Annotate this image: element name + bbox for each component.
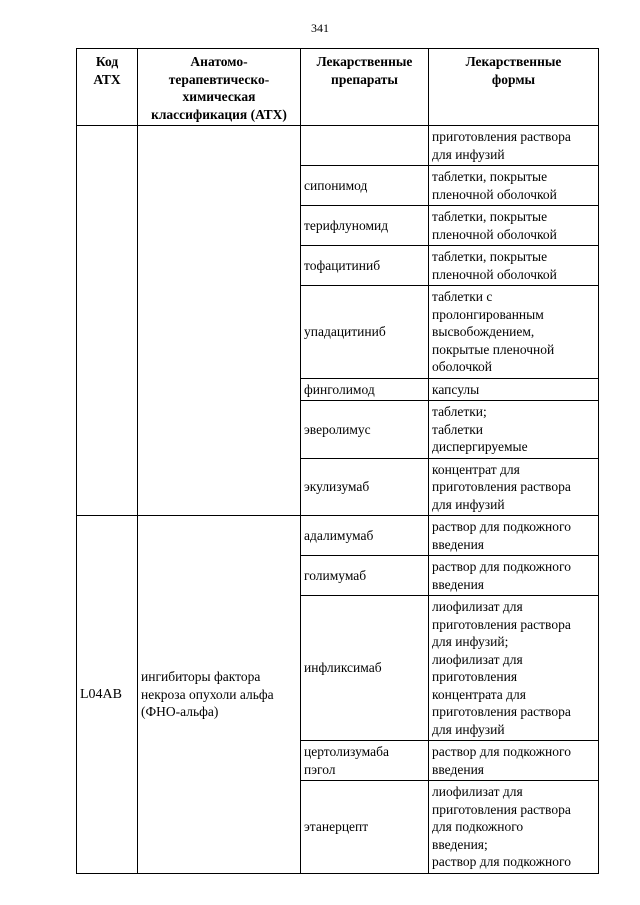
form-cell: приготовления раствора для инфузий — [429, 126, 599, 166]
classification-cell: ингибиторы фактора некроза опухоли альфа (ФНО-альфа) — [138, 516, 301, 874]
form-cell: концентрат для приготовления раствора для инфузий — [429, 458, 599, 516]
header-drugs: Лекарственные препараты — [301, 49, 429, 126]
header-forms: Лекарственные формы — [429, 49, 599, 126]
header-classification: Анатомо- терапевтическо- химическая классификация (АТХ) — [138, 49, 301, 126]
drug-cell: тофацитиниб — [301, 246, 429, 286]
atc-code-cell: L04AB — [77, 516, 138, 874]
form-cell: раствор для подкожного введения — [429, 741, 599, 781]
form-cell: таблетки, покрытые пленочной оболочкой — [429, 206, 599, 246]
header-row — [77, 49, 599, 126]
drug-cell — [301, 126, 429, 166]
drug-cell: финголимод — [301, 378, 429, 401]
form-cell: таблетки, покрытые пленочной оболочкой — [429, 246, 599, 286]
form-cell: раствор для подкожного введения — [429, 516, 599, 556]
drug-cell: инфликсимаб — [301, 596, 429, 741]
drug-cell: адалимумаб — [301, 516, 429, 556]
drug-cell: терифлуномид — [301, 206, 429, 246]
drug-cell: эверолимус — [301, 401, 429, 459]
form-cell: таблетки, покрытые пленочной оболочкой — [429, 166, 599, 206]
drug-cell: упадацитиниб — [301, 286, 429, 379]
header-code: Код АТХ — [77, 49, 138, 126]
form-cell: лиофилизат для приготовления раствора для подкожного введения; раствор для подкожного — [429, 781, 599, 874]
form-cell: раствор для подкожного введения — [429, 556, 599, 596]
drug-cell: цертолизумаба пэгол — [301, 741, 429, 781]
classification-cell-empty — [138, 126, 301, 516]
form-cell: таблетки с пролонгированным высвобождением, покрытые пленочной оболочкой — [429, 286, 599, 379]
drug-cell: голимумаб — [301, 556, 429, 596]
code-cell-empty — [77, 126, 138, 516]
drug-table — [76, 48, 599, 874]
form-cell: лиофилизат для приготовления раствора для инфузий; лиофилизат для приготовления концентрата для приготовления раствора для инфузий — [429, 596, 599, 741]
table-row — [77, 126, 599, 166]
form-cell: таблетки; таблетки диспергируемые — [429, 401, 599, 459]
drug-cell: этанерцепт — [301, 781, 429, 874]
drug-cell: экулизумаб — [301, 458, 429, 516]
table-row — [77, 516, 599, 556]
form-cell: капсулы — [429, 378, 599, 401]
drug-cell: сипонимод — [301, 166, 429, 206]
page-number: 341 — [311, 21, 329, 35]
